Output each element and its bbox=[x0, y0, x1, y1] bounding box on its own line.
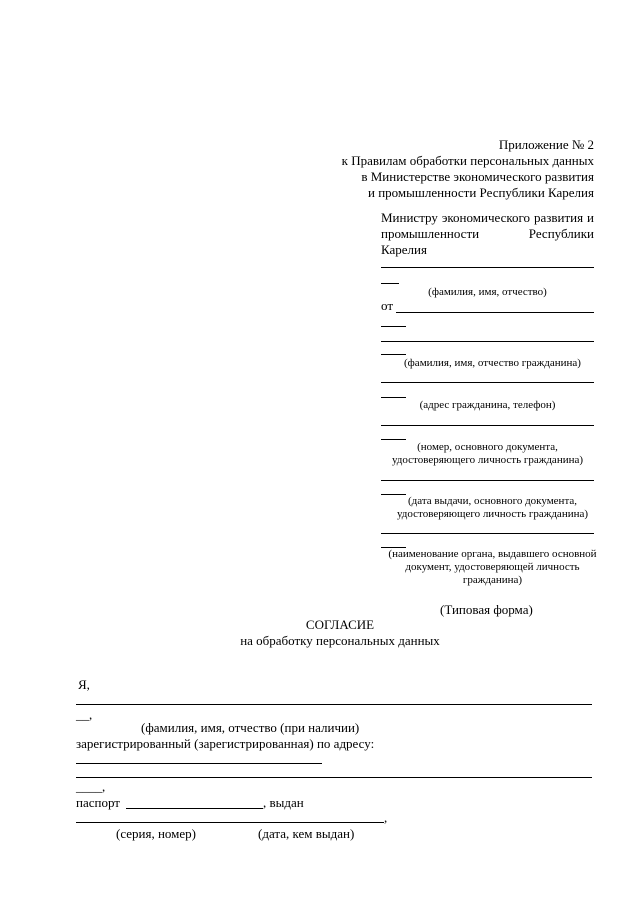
i-label: Я, bbox=[78, 677, 90, 692]
passport-number-line[interactable] bbox=[126, 808, 263, 809]
from-label: от bbox=[381, 298, 394, 313]
doc-date-caption-1: (дата выдачи, основного документа, bbox=[407, 495, 578, 507]
name-caption: (фамилия, имя, отчество (при наличии) bbox=[141, 720, 360, 735]
appendix-block bbox=[300, 137, 594, 201]
address-line-short[interactable] bbox=[76, 763, 322, 764]
address-caption: (адрес гражданина, телефон) bbox=[419, 399, 556, 411]
name-line[interactable] bbox=[76, 704, 592, 705]
addressee-line-2-left: промышленности bbox=[381, 226, 480, 241]
title-main: СОГЛАСИЕ bbox=[305, 617, 375, 632]
doc-date-caption bbox=[386, 495, 599, 521]
citizen-fio-line-stub bbox=[381, 354, 406, 355]
citizen-fio-line[interactable] bbox=[381, 341, 594, 342]
issuer-caption-2: документ, удостоверяющей личность bbox=[405, 561, 580, 573]
fio-line-stub bbox=[381, 283, 399, 284]
name-line-comma: __, bbox=[76, 707, 93, 722]
issuer-line[interactable] bbox=[381, 533, 594, 534]
doc-date-line[interactable] bbox=[381, 480, 594, 481]
doc-number-line-stub bbox=[381, 439, 406, 440]
form-type: (Типовая форма) bbox=[440, 602, 533, 617]
issuer-caption bbox=[381, 548, 604, 587]
series-caption: (серия, номер) bbox=[116, 826, 196, 841]
address-line-comma: ____, bbox=[76, 779, 106, 794]
address-line[interactable] bbox=[381, 382, 594, 383]
addressee-line-3: Карелия bbox=[381, 242, 427, 257]
doc-number-caption-1: (номер, основного документа, bbox=[417, 441, 558, 453]
fio-line[interactable] bbox=[381, 267, 594, 268]
doc-number-caption bbox=[381, 441, 594, 467]
address-line-long[interactable] bbox=[76, 777, 592, 778]
date-caption: (дата, кем выдан) bbox=[258, 826, 355, 841]
issuer-caption-3: гражданина) bbox=[462, 574, 523, 586]
appendix-number: Приложение № 2 bbox=[498, 137, 594, 152]
appendix-line-1: к Правилам обработки персональных данных bbox=[341, 153, 594, 168]
doc-number-line[interactable] bbox=[381, 425, 594, 426]
from-line[interactable] bbox=[396, 312, 594, 313]
issued-label: , выдан bbox=[263, 795, 304, 810]
addressee-line-1: Министру экономического развития и bbox=[381, 210, 594, 225]
issuer-caption-1: (наименование органа, выдавшего основной bbox=[388, 548, 597, 560]
doc-number-caption-2: удостоверяющего личность гражданина) bbox=[391, 454, 584, 466]
appendix-line-2: в Министерстве экономического развития bbox=[361, 169, 594, 184]
passport-label: паспорт bbox=[76, 795, 120, 810]
addressee-block bbox=[381, 210, 594, 258]
issued-by-comma: , bbox=[384, 810, 388, 825]
title-sub: на обработку персональных данных bbox=[240, 633, 440, 648]
addressee-line-2-right: Республики bbox=[528, 226, 594, 241]
fio-caption: (фамилия, имя, отчество) bbox=[428, 286, 547, 298]
registered-label: зарегистрированный (зарегистрированная) по адресу: bbox=[76, 736, 375, 751]
issued-by-line[interactable] bbox=[76, 822, 384, 823]
address-line-stub bbox=[381, 397, 406, 398]
doc-date-caption-2: удостоверяющего личность гражданина) bbox=[396, 508, 589, 520]
citizen-fio-caption: (фамилия, имя, отчество гражданина) bbox=[404, 357, 581, 369]
from-line-stub bbox=[381, 326, 406, 327]
appendix-line-3: и промышленности Республики Карелия bbox=[368, 185, 594, 200]
